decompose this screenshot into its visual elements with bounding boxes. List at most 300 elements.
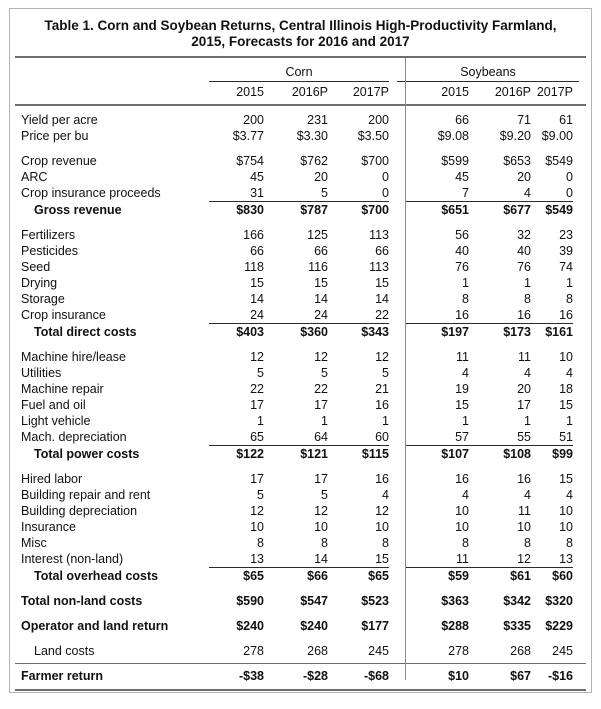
cell-value: 13 [531,551,573,568]
column-gap [389,128,405,144]
cell-value: $161 [545,325,573,339]
cell-value: 4 [524,488,531,502]
cell-value: $547 [300,594,328,608]
cell-value: 1 [462,276,469,290]
cell-value: 40 [517,244,531,258]
cell-value: $320 [545,594,573,608]
table-card [9,8,592,693]
column-gap [389,324,405,340]
row-label: Insurance [21,520,76,534]
cell-value: $61 [510,569,531,583]
table-title-line2: 2015, Forecasts for 2016 and 2017 [191,34,410,49]
cell-value: 0 [382,170,389,184]
row-label: Building depreciation [21,504,138,518]
cell-value: 8 [566,292,573,306]
cell-value: 71 [517,113,531,127]
cell-value: 21 [375,382,389,396]
row-label: Hired labor [21,472,83,486]
row-label: Fertilizers [21,228,76,242]
row-label: Building repair and rent [21,488,151,502]
title-rule [15,56,586,58]
table-row [10,535,591,551]
separator-rule [15,663,586,664]
table-body [10,106,591,684]
row-label: Gross revenue [34,203,122,217]
cell-value: 8 [257,536,264,550]
cell-value: $363 [441,594,469,608]
row-label: Total power costs [34,447,140,461]
row-label: Pesticides [21,244,78,258]
cell-value: 16 [405,307,469,324]
cell-value: $700 [361,154,389,168]
cell-value: 4 [566,366,573,380]
cell-value: 200 [243,113,264,127]
cell-value: 4 [469,185,531,202]
cell-value: $651 [441,203,469,217]
cell-value: 125 [307,228,328,242]
cell-value: $66 [307,569,328,583]
year-header: 2017P [352,85,389,99]
cell-value: 16 [531,307,573,324]
cell-value: 8 [321,536,328,550]
section-spacer [10,462,591,471]
cell-value: 11 [518,504,531,518]
column-gap [389,471,405,487]
cell-value: 12 [375,504,389,518]
cell-value: $343 [361,325,389,339]
table-row [10,397,591,413]
cell-value: $67 [510,669,531,683]
cell-value: 15 [328,551,389,568]
cell-value: $288 [441,619,469,633]
cell-value: 245 [552,644,573,658]
cell-value: 4 [462,488,469,502]
row-label: Fuel and oil [21,398,86,412]
cell-value: $549 [545,154,573,168]
cell-value: $700 [361,203,389,217]
cell-value: $10 [448,669,469,683]
cell-value: 66 [250,244,264,258]
cell-value: 10 [314,520,328,534]
table-row [10,169,591,185]
cell-value: $3.77 [232,129,264,143]
table-row [10,381,591,397]
cell-value: 12 [314,504,328,518]
row-label: Crop insurance proceeds [21,186,161,200]
section-spacer [10,634,591,643]
cell-value: $107 [441,447,469,461]
row-label: Crop insurance [21,308,106,322]
cell-value: 16 [469,307,531,324]
table-row [10,243,591,259]
cell-value: 1 [382,414,389,428]
row-label: Interest (non-land) [21,552,124,566]
cell-value: 245 [368,644,389,658]
year-header: 2015 [236,85,264,99]
row-label: Seed [21,260,51,274]
cell-value: 10 [455,520,469,534]
cell-value: $549 [545,203,573,217]
cell-value: $240 [236,619,264,633]
cell-value: 65 [209,429,264,446]
cell-value: 22 [314,382,328,396]
cell-value: $677 [503,203,531,217]
cell-value: 60 [328,429,389,446]
cell-value: 24 [264,307,328,324]
cell-value: $762 [300,154,328,168]
cell-value: $9.08 [437,129,469,143]
column-gap [389,503,405,519]
cell-value: 19 [455,382,469,396]
table-row [10,349,591,365]
cell-value: 0 [566,170,573,184]
cell-value: $830 [236,203,264,217]
column-gap [389,643,405,659]
cell-value: 15 [375,276,389,290]
cell-value: 17 [517,398,531,412]
cell-value: 4 [524,366,531,380]
cell-value: 40 [455,244,469,258]
row-label: Operator and land return [21,619,169,633]
row-label: Machine hire/lease [21,350,126,364]
table-row [10,202,591,218]
row-label: Total direct costs [34,325,137,339]
column-gap [389,519,405,535]
cell-value: 24 [209,307,264,324]
table-row [10,185,591,202]
cell-value: 8 [566,536,573,550]
cell-value: -$68 [363,669,389,683]
cell-value: 268 [307,644,328,658]
column-gap [389,668,405,684]
cell-value: 32 [517,228,531,242]
cell-value: $65 [368,569,389,583]
row-label: Misc [21,536,47,550]
cell-value: 10 [559,350,573,364]
row-label: Machine repair [21,382,104,396]
cell-value: 14 [250,292,264,306]
cell-value: 12 [375,350,389,364]
column-gap [389,446,405,462]
cell-value: 16 [375,472,389,486]
cell-value: $342 [503,594,531,608]
cell-value: $108 [503,447,531,461]
cell-value: 5 [321,488,328,502]
cell-value: 1 [524,414,531,428]
cell-value: 11 [456,350,469,364]
row-label: Drying [21,276,58,290]
cell-value: 18 [559,382,573,396]
cell-value: 16 [455,472,469,486]
column-gap [389,243,405,259]
table-row [10,668,591,684]
column-gap [389,487,405,503]
cell-value: 12 [250,504,264,518]
cell-value: -$28 [302,669,328,683]
column-gap [389,349,405,365]
corn-soybean-divider [405,58,406,680]
cell-value: $754 [236,154,264,168]
table-row [10,643,591,659]
cell-value: 4 [462,366,469,380]
table-row [10,487,591,503]
cell-value: 20 [314,170,328,184]
cell-value: 166 [243,228,264,242]
cell-value: $177 [361,619,389,633]
row-label: Yield per acre [21,113,98,127]
cell-value: $9.00 [541,129,573,143]
cell-value: 15 [455,398,469,412]
cell-value: 0 [531,185,573,202]
table-row [10,593,591,609]
group-label-soybeans: Soybeans [397,64,579,82]
cell-value: 22 [328,307,389,324]
cell-value: 200 [368,113,389,127]
cell-value: 8 [462,536,469,550]
cell-value: $59 [448,569,469,583]
cell-value: 5 [257,366,264,380]
cell-value: 22 [250,382,264,396]
row-label: Price per bu [21,129,89,143]
column-gap [389,259,405,275]
cell-value: 17 [314,398,328,412]
cell-value: 74 [559,260,573,274]
cell-value: $3.50 [357,129,389,143]
cell-value: 16 [517,472,531,486]
row-label: Mach. depreciation [21,430,127,444]
cell-value: 12 [250,350,264,364]
column-gap [389,535,405,551]
cell-value: 13 [209,551,264,568]
cell-value: 1 [257,414,264,428]
cell-value: 5 [382,366,389,380]
cell-value: 66 [314,244,328,258]
cell-value: 11 [405,551,469,568]
cell-value: 66 [455,113,469,127]
cell-value: 8 [382,536,389,550]
cell-value: 116 [308,260,328,274]
column-group-header [10,64,591,82]
cell-value: 10 [455,504,469,518]
cell-value: 113 [369,228,389,242]
cell-value: 118 [244,260,264,274]
table-row [10,618,591,634]
column-gap [389,397,405,413]
cell-value: 56 [455,228,469,242]
cell-value: 8 [524,536,531,550]
cell-value: 15 [314,276,328,290]
row-label: Total overhead costs [34,569,159,583]
cell-value: 61 [559,113,573,127]
section-spacer [10,584,591,593]
cell-value: 15 [559,472,573,486]
bottom-rule [15,689,586,691]
section-spacer [10,218,591,227]
column-gap [389,202,405,218]
cell-value: 10 [559,520,573,534]
cell-value: 45 [250,170,264,184]
cell-value: $403 [236,325,264,339]
cell-value: 5 [264,185,328,202]
cell-value: 45 [455,170,469,184]
section-spacer [10,340,591,349]
cell-value: $65 [243,569,264,583]
column-gap [389,551,405,568]
table-row [10,227,591,243]
cell-value: 64 [264,429,328,446]
table-row [10,291,591,307]
row-label: Storage [21,292,65,306]
cell-value: 1 [524,276,531,290]
cell-value: -$16 [547,669,573,683]
cell-value: $122 [236,447,264,461]
cell-value: $240 [300,619,328,633]
table-row [10,503,591,519]
column-gap [389,275,405,291]
year-header: 2016P [494,85,531,99]
table-row [10,112,591,128]
cell-value: 5 [321,366,328,380]
cell-value: $115 [361,447,389,461]
cell-value: 7 [405,185,469,202]
cell-value: $229 [545,619,573,633]
row-label: Crop revenue [21,154,97,168]
cell-value: 76 [455,260,469,274]
cell-value: 10 [517,520,531,534]
cell-value: $173 [503,325,531,339]
row-label: Land costs [34,644,95,658]
cell-value: 4 [566,488,573,502]
cell-value: 76 [517,260,531,274]
table-row [10,259,591,275]
cell-value: 17 [314,472,328,486]
cell-value: 1 [462,414,469,428]
cell-value: 0 [328,185,389,202]
cell-value: 1 [321,414,328,428]
cell-value: 31 [209,185,264,202]
cell-value: 8 [462,292,469,306]
table-row [10,429,591,446]
column-gap [389,381,405,397]
cell-value: 15 [250,276,264,290]
column-gap [389,618,405,634]
cell-value: 10 [250,520,264,534]
year-header: 2016P [291,85,328,99]
table-row [10,153,591,169]
year-header: 2015 [441,85,469,99]
cell-value: $197 [441,325,469,339]
section-spacer [10,609,591,618]
table-row [10,324,591,340]
cell-value: 231 [307,113,328,127]
cell-value: 16 [375,398,389,412]
cell-value: 20 [517,170,531,184]
cell-value: $121 [300,447,328,461]
cell-value: $3.30 [296,129,328,143]
year-header-row [10,84,591,100]
table-row [10,568,591,584]
cell-value: $360 [300,325,328,339]
column-gap [389,568,405,584]
cell-value: $653 [503,154,531,168]
table-row [10,446,591,462]
cell-value: 278 [243,644,264,658]
cell-value: $590 [236,594,264,608]
cell-value: 1 [566,276,573,290]
cell-value: 10 [559,504,573,518]
section-spacer [10,144,591,153]
cell-value: 20 [517,382,531,396]
column-gap [389,227,405,243]
group-label-corn: Corn [209,64,389,82]
cell-value: 4 [382,488,389,502]
cell-value: 14 [264,551,328,568]
column-gap [389,185,405,202]
column-gap [389,153,405,169]
row-label: Total non-land costs [21,594,143,608]
cell-value: 12 [314,350,328,364]
column-gap [389,413,405,429]
column-gap [389,307,405,324]
cell-value: 113 [369,260,389,274]
row-label: Light vehicle [21,414,91,428]
cell-value: -$38 [238,669,264,683]
cell-value: $599 [441,154,469,168]
cell-value: $787 [300,203,328,217]
column-gap [389,291,405,307]
cell-value: 23 [559,228,573,242]
column-gap [389,169,405,185]
column-gap [389,112,405,128]
cell-value: 11 [518,350,531,364]
cell-value: 55 [469,429,531,446]
table-row [10,275,591,291]
cell-value: $60 [552,569,573,583]
table-row [10,365,591,381]
table-row [10,307,591,324]
cell-value: 17 [250,398,264,412]
cell-value: 10 [375,520,389,534]
column-gap [389,429,405,446]
table-title [10,9,591,50]
cell-value: $99 [552,447,573,461]
cell-value: 66 [375,244,389,258]
cell-value: 51 [531,429,573,446]
cell-value: 8 [524,292,531,306]
cell-value: 39 [559,244,573,258]
cell-value: 5 [257,488,264,502]
cell-value: $335 [503,619,531,633]
row-label: ARC [21,170,48,184]
table-row [10,471,591,487]
cell-value: 15 [559,398,573,412]
table-row [10,413,591,429]
column-gap [389,365,405,381]
row-label: Farmer return [21,669,103,683]
cell-value: 14 [314,292,328,306]
cell-value: $523 [361,594,389,608]
cell-value: 57 [405,429,469,446]
cell-value: 14 [375,292,389,306]
table-row [10,519,591,535]
row-label: Utilities [21,366,62,380]
cell-value: 17 [250,472,264,486]
cell-value: 1 [566,414,573,428]
table-row [10,128,591,144]
table-row [10,551,591,568]
year-header: 2017P [536,85,573,99]
cell-value: 268 [510,644,531,658]
